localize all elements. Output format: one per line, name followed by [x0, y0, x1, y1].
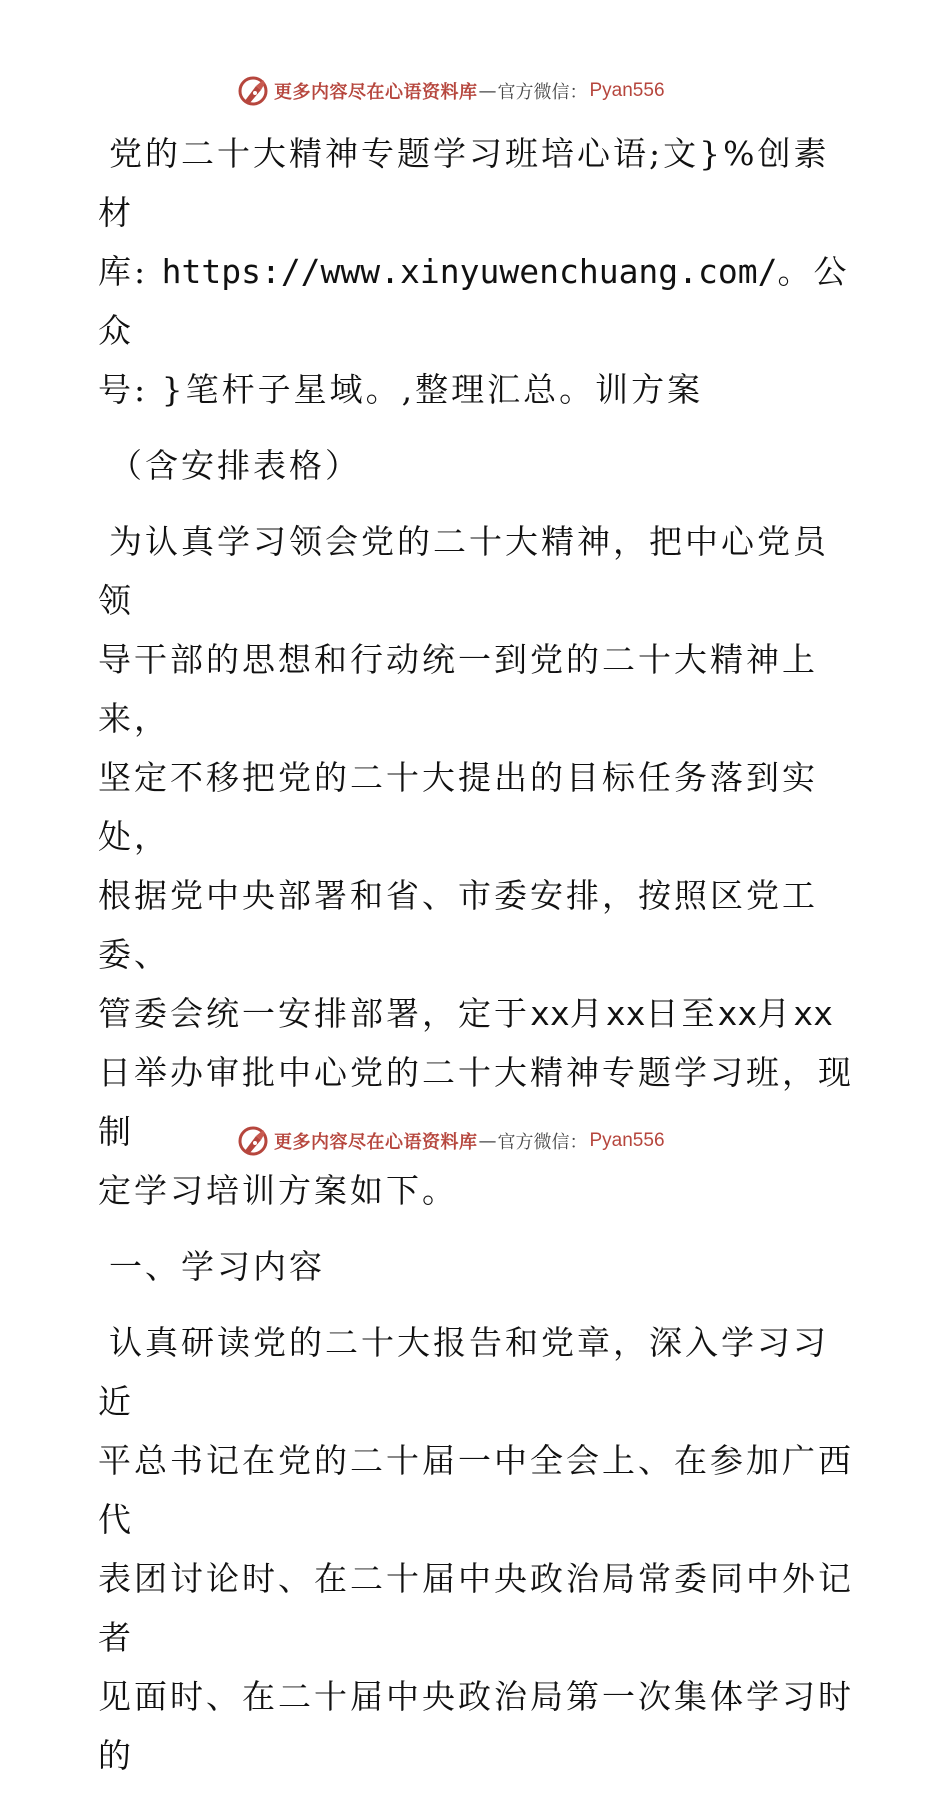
title-line-2-prefix: 库: [98, 252, 162, 291]
banner-wechat-label: 官方微信： [497, 1132, 588, 1153]
banner-wechat-id: Pyan556 [589, 80, 665, 101]
date-placeholder: xx [717, 994, 758, 1033]
title-line-1: 党的二十大精神专题学习班培心语;文}%创素材 [98, 134, 830, 232]
banner-wechat-label: 官方微信： [497, 82, 588, 103]
banner-separator: — [478, 1130, 497, 1152]
date-placeholder: xx [793, 994, 833, 1033]
section-line-2: 平总书记在党的二十届一中全会上、在参加广西代 [98, 1441, 854, 1539]
header-banner [236, 71, 665, 111]
section-line-1: 认真研读党的二十大报告和党章，深入学习习近 [98, 1323, 829, 1421]
date-range-label: 日至 [645, 994, 718, 1033]
intro-paragraph [98, 512, 858, 1220]
intro-line-3: 坚定不移把党的二十大提出的目标任务落到实处， [98, 758, 818, 856]
section-paragraph [98, 1313, 858, 1785]
section-line-4: 见面时、在二十届中央政治局第一次集体学习时的 [98, 1677, 854, 1775]
date-placeholder: xx [530, 994, 570, 1033]
intro-line-5-text: 管委会统一安排部署，定于 [98, 994, 530, 1033]
date-month-label: 月 [569, 994, 606, 1033]
footer-banner [236, 1121, 665, 1161]
banner-main-text: 更多内容尽在心语资料库 [274, 1132, 478, 1153]
intro-line-4: 根据党中央部署和省、市委安排，按照区党工委、 [98, 876, 818, 974]
date-placeholder: xx [605, 994, 646, 1033]
intro-line-2: 导干部的思想和行动统一到党的二十大精神上来， [98, 640, 818, 738]
document-body [98, 124, 858, 1802]
title-line-3: 号: }笔杆子星域。,整理汇总。训方案 [98, 370, 704, 409]
intro-line-1: 为认真学习领会党的二十大精神，把中心党员领 [98, 522, 829, 620]
date-month-label: 月 [757, 994, 794, 1033]
pen-nib-logo-icon [236, 1124, 270, 1158]
pen-nib-logo-icon [236, 74, 270, 108]
banner-wechat-id: Pyan556 [589, 1130, 665, 1151]
section-line-3: 表团讨论时、在二十届中央政治局常委同中外记者 [98, 1559, 854, 1657]
intro-line-7: 定学习培训方案如下。 [98, 1171, 458, 1210]
source-url: https://www.xinyuwenchuang.com/ [161, 252, 778, 291]
section-heading: 一、学习内容 [109, 1247, 325, 1286]
document-subtitle: （含安排表格） [109, 446, 361, 485]
banner-separator: — [478, 80, 497, 102]
intro-line-6: 日举办审批中心党的二十大精神专题学习班，现制 [98, 1053, 854, 1151]
banner-main-text: 更多内容尽在心语资料库 [274, 82, 478, 103]
document-title [98, 124, 858, 419]
title-line-2-suffix: 。公众 [98, 252, 850, 350]
